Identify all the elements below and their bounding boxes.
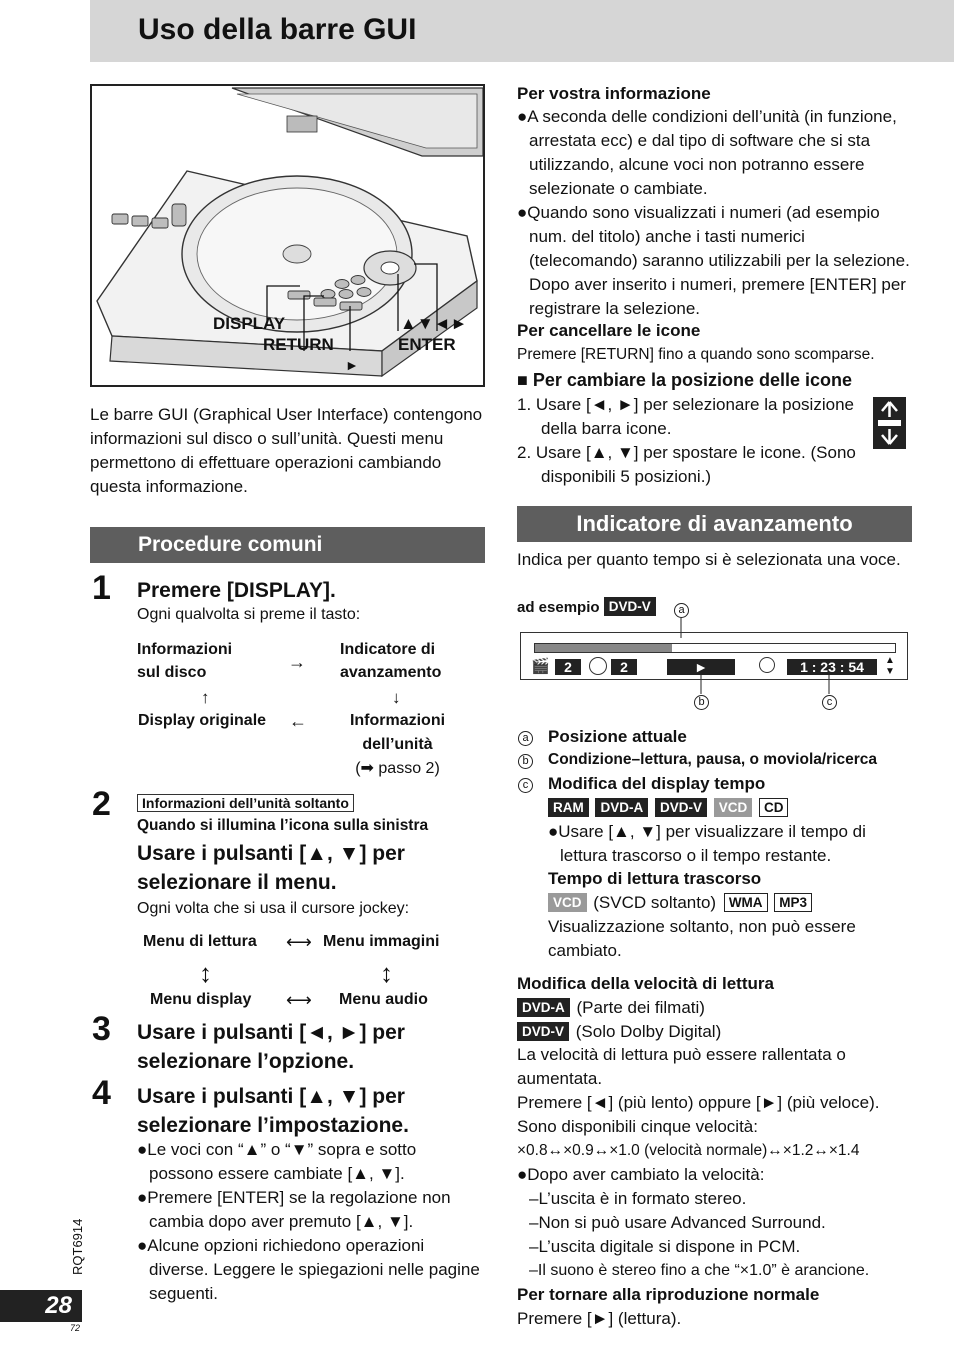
- step-2-tag-wrap: [137, 794, 354, 812]
- after-item: –L’uscita è in formato stereo.: [529, 1189, 747, 1208]
- play-status: ►: [667, 659, 735, 675]
- legend-c-badges: [548, 798, 790, 818]
- page-small-number: 72: [70, 1323, 81, 1333]
- cycle-disc-info-line1: Informazioni: [137, 641, 233, 658]
- page-title: Uso della barre GUI: [138, 13, 417, 46]
- legend-b: Condizione–lettura, pausa, o moviola/ricerca: [548, 751, 878, 768]
- position-steps: [517, 393, 857, 489]
- speed-badge-dvd-v: DVD-V: [517, 1022, 569, 1041]
- after-item: –Il suono è stereo fino a che “×1.0” è arancione.: [529, 1262, 870, 1279]
- icon-position-icon: [873, 397, 906, 449]
- example-text: ad esempio: [517, 599, 600, 616]
- time-display: 1 : 23 : 54: [787, 659, 877, 675]
- return-label: RETURN: [263, 335, 334, 354]
- cycle-progress-line1: Indicatore di: [340, 641, 436, 658]
- menu-arrow-v2: ↕: [380, 958, 393, 988]
- position-step: 1. Usare [◄, ►] per selezionare la posizione della barra icone.: [517, 395, 854, 438]
- menu-arrow-h2: ⟷: [286, 990, 312, 1010]
- step-1-title: Premere [DISPLAY].: [137, 579, 336, 602]
- normal-title: Per tornare alla riproduzione normale: [517, 1285, 820, 1304]
- enter-label: ENTER: [398, 335, 456, 354]
- step-3-title-line1: Usare i pulsanti [◄, ►] per: [137, 1021, 405, 1044]
- badge-vcd: VCD: [714, 798, 753, 817]
- legend-c-bullet: ●Usare [▲, ▼] per visualizzare il tempo di lettura trascorso o il tempo restante.: [548, 822, 866, 865]
- elapsed-badge-wma: WMA: [724, 893, 768, 912]
- speed-dvda-note: (Parte dei filmati): [576, 998, 705, 1017]
- speed-title: Modifica della velocità di lettura: [517, 974, 774, 993]
- info-bullets: [517, 105, 917, 321]
- speed-line: Sono disponibili cinque velocità:: [517, 1117, 758, 1136]
- cycle-unit-info-line2: dell’unità: [362, 736, 433, 753]
- progress-bar-display: [520, 632, 908, 680]
- cycle-disc-info-line2: sul disco: [137, 664, 207, 681]
- chapter-icon: [589, 657, 607, 675]
- page-header: [90, 0, 954, 62]
- speed-badge-dvd-a: DVD-A: [517, 998, 570, 1017]
- info-title: Per vostra informazione: [517, 84, 711, 103]
- badge-cd: CD: [759, 798, 789, 817]
- callout-a: a: [674, 603, 689, 618]
- menu-audio: Menu audio: [339, 991, 428, 1008]
- elapsed-svcd-note: (SVCD soltanto): [593, 893, 717, 912]
- step-1-sub: Ogni qualvolta si preme il tasto:: [137, 606, 361, 623]
- step-4-title-line2: selezionare l’impostazione.: [137, 1114, 409, 1137]
- menu-display: Menu display: [150, 991, 252, 1008]
- speed-line: Premere [◄] (più lento) oppure [►] (più veloce).: [517, 1093, 880, 1112]
- page-number: 28: [0, 1290, 82, 1322]
- badge-ram: RAM: [548, 798, 589, 817]
- step-2-sub: Ogni volta che si usa il cursore jockey:: [137, 900, 410, 917]
- progress-track: [534, 643, 896, 653]
- speed-text: [517, 1043, 917, 1331]
- model-code: RQT6914: [70, 1218, 85, 1275]
- menu-playback: Menu di lettura: [143, 933, 257, 950]
- cycle-progress: [340, 638, 441, 684]
- cycle-unit-info-line1: Informazioni: [349, 712, 446, 729]
- speed-dvdv-note: (Solo Dolby Digital): [575, 1022, 722, 1041]
- cycle-arrow-left: ←: [289, 711, 307, 731]
- clock-icon: [759, 657, 775, 673]
- title-number: 2: [555, 659, 581, 675]
- step-3-number: 3: [92, 1010, 111, 1048]
- step-4-bullet: ●Le voci con “▲” o “▼” sopra e sotto possono essere cambiate [▲, ▼].: [137, 1140, 417, 1183]
- updown-icon: ▲ ▼: [885, 655, 895, 677]
- callout-b: b: [694, 695, 709, 710]
- display-label: DISPLAY: [213, 314, 286, 333]
- menu-images: Menu immagini: [323, 933, 440, 950]
- title-icon: 🎬: [531, 658, 550, 675]
- step-4-bullet: ●Alcune opzioni richiedono operazioni diverse. Leggere le spiegazioni nelle pagine seguenti.: [137, 1236, 480, 1303]
- step-3-title: [137, 1018, 405, 1076]
- elapsed-badge-mp3: MP3: [774, 893, 812, 912]
- legend-b-marker: b: [518, 754, 533, 769]
- step-4-bullets: [137, 1138, 485, 1306]
- step-2-tag: Informazioni dell’unità soltanto: [137, 794, 354, 812]
- elapsed-badge-vcd: VCD: [548, 893, 587, 912]
- legend-a-marker: a: [518, 731, 533, 746]
- cycle-arrow-up: ↑: [201, 688, 210, 707]
- arrows-label: ▲▼◄►: [400, 314, 468, 333]
- cycle-arrow-right: →: [288, 652, 306, 672]
- step-4-title-line1: Usare i pulsanti [▲, ▼] per: [137, 1085, 405, 1108]
- elapsed-text: Visualizzazione soltanto, non può essere cambiato.: [548, 917, 856, 960]
- legend-c: Modifica del display tempo: [548, 774, 766, 793]
- play-label: ►: [345, 357, 359, 373]
- cycle-progress-line2: avanzamento: [340, 664, 442, 681]
- step-4-bullet: ●Premere [ENTER] se la regolazione non cambia dopo aver premuto [▲, ▼].: [137, 1188, 451, 1231]
- speed-line: La velocità di lettura può essere rallentata o aumentata.: [517, 1045, 846, 1088]
- after-title: ●Dopo aver cambiato la velocità:: [517, 1165, 765, 1184]
- step-3-title-line2: selezionare l’opzione.: [137, 1050, 355, 1073]
- progress-fill: [535, 644, 672, 652]
- elapsed-badges: [548, 891, 814, 915]
- example-label: [517, 597, 658, 619]
- badge-dvd-v: DVD-V: [655, 798, 707, 817]
- cycle-disc-info: [137, 638, 232, 684]
- after-item: –Non si può usare Advanced Surround.: [529, 1213, 826, 1232]
- callout-c: c: [822, 695, 837, 710]
- section-progress-indicator: Indicatore di avanzamento: [517, 506, 912, 542]
- info-bullet: ●A seconda delle condizioni dell’unità (in funzione, arrestata ecc) e dal tipo di software che si sta utilizzando, alcune voci non potranno essere selezionate o cambiate.: [517, 107, 897, 198]
- after-item: –L’uscita digitale si dispone in PCM.: [529, 1237, 801, 1256]
- section-procedure-comuni: Procedure comuni: [90, 527, 485, 563]
- step-2-title: [137, 839, 405, 897]
- example-badge: DVD-V: [604, 597, 656, 616]
- badge-dvd-a: DVD-A: [595, 798, 648, 817]
- speed-dvda-line: [517, 996, 705, 1020]
- elapsed-title: Tempo di lettura trascorso: [548, 869, 762, 888]
- speed-values: ×0.8↔×0.9↔×1.0 (velocità normale)↔×1.2↔×1.4: [517, 1142, 860, 1159]
- speed-dvdv-line: [517, 1020, 721, 1044]
- step-2-condition: Quando si illumina l’icona sulla sinistra: [137, 817, 429, 834]
- menu-arrow-v1: ↕: [199, 958, 212, 988]
- step-2-number: 2: [92, 785, 111, 823]
- normal-text: Premere [►] (lettura).: [517, 1309, 682, 1328]
- cycle-arrow-down: ↓: [392, 688, 401, 707]
- cancel-title: Per cancellare le icone: [517, 321, 701, 340]
- chapter-number: 2: [611, 659, 637, 675]
- menu-arrow-h1: ⟷: [286, 932, 312, 952]
- position-step: 2. Usare [▲, ▼] per spostare le icone. (Sono disponibili 5 posizioni.): [517, 443, 856, 486]
- step-2-title-line1: Usare i pulsanti [▲, ▼] per: [137, 842, 405, 865]
- progress-description: Indica per quanto tempo si è selezionata una voce.: [517, 550, 901, 569]
- step-4-number: 4: [92, 1074, 111, 1112]
- step-4-title: [137, 1082, 409, 1140]
- intro-paragraph: Le barre GUI (Graphical User Interface) contengono informazioni sul disco o sull’unità. Questi menu permettono di effettuare operazioni cambiando questa informazione.: [90, 405, 483, 496]
- step-2-title-line2: selezionare il menu.: [137, 871, 337, 894]
- cycle-original-display: Display originale: [138, 712, 267, 729]
- step-1-number: 1: [92, 569, 111, 607]
- position-title: ■ Per cambiare la posizione delle icone: [517, 370, 852, 390]
- device-illustration: [90, 84, 485, 387]
- legend-a: Posizione attuale: [548, 727, 687, 746]
- info-bullet: ●Quando sono visualizzati i numeri (ad esempio num. del titolo) anche i tasti numerici (telecomando) saranno utilizzabili per la selezione. Dopo aver inserito i numeri, premere [ENTER] per registrare la selezione.: [517, 203, 910, 318]
- cycle-unit-info-ref: (➡ passo 2): [355, 760, 440, 777]
- cancel-text: Premere [RETURN] fino a quando sono scomparse.: [517, 346, 875, 363]
- cycle-unit-info: [330, 709, 465, 781]
- legend-c-marker: c: [518, 778, 533, 793]
